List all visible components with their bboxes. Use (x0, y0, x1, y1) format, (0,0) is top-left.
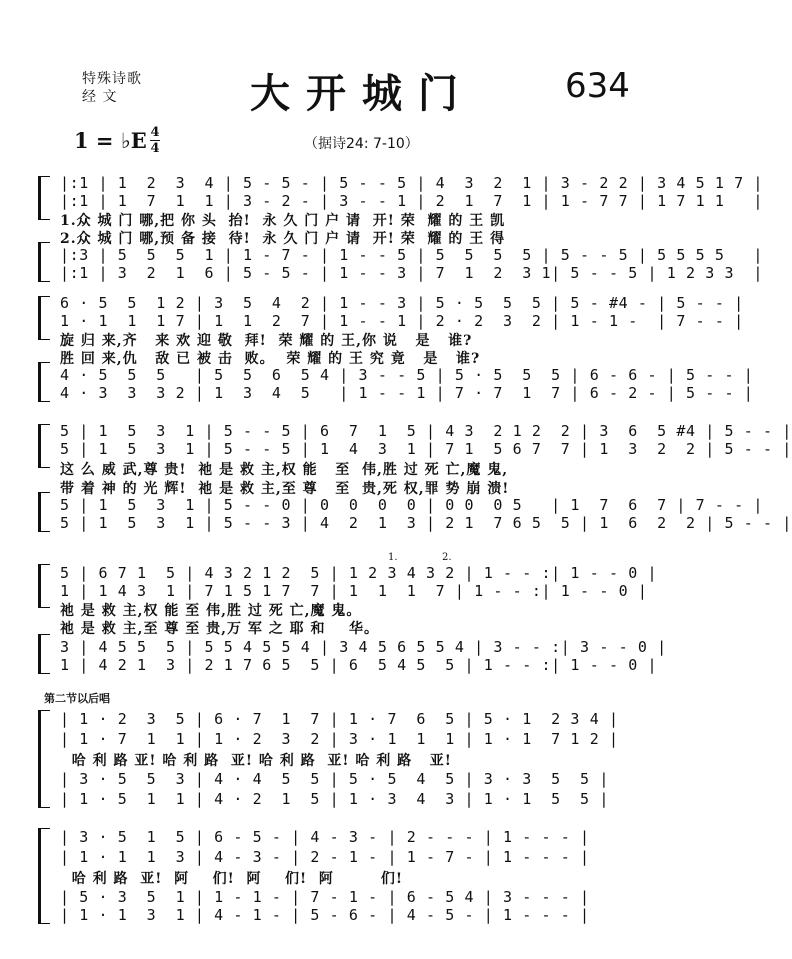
hymn-number: 634 (565, 66, 630, 106)
notation-line: 4 · 3 3 3 2 | 1 3 4 5 | 1 - - 1 | 7 · 7 1 7 | 6 - 2 - | 5 - - | (60, 384, 754, 402)
category-label (82, 70, 142, 106)
score-system-4 (38, 552, 667, 674)
key-signature: 1 = ♭E (74, 128, 147, 153)
staff-bracket (38, 362, 50, 402)
staff-bracket (38, 296, 50, 340)
notation-line: |:1 | 1 2 3 4 | 5 - 5 - | 5 - - 5 | 4 3 2 1 | 3 - 2 2 | 3 4 5 1 7 | (60, 174, 764, 192)
scripture-reference: （据诗24: 7-10） (304, 136, 419, 152)
score-system-1 (38, 172, 764, 282)
staff-bracket (38, 710, 50, 808)
notation-line: | 1 · 2 3 5 | 6 · 7 1 7 | 1 · 7 6 5 | 5 · 1 2 3 4 | (60, 710, 619, 728)
notation-line: | 1 · 1 1 3 | 4 - 3 - | 2 - 1 - | 1 - 7 - | 1 - - - | (60, 848, 590, 866)
staff-bracket (38, 564, 50, 608)
lyric-line: 哈 利 路 亚! 阿 们! 阿 们! 阿 们! (60, 871, 404, 887)
score-system-2 (38, 292, 754, 402)
lyric-line: 2.众 城 门 哪,预 备 接 待! 永 久 门 户 请 开! 荣 耀 的 王 得 (60, 231, 506, 247)
notation-line: 5 | 1 5 3 1 | 5 - - 5 | 1 4 3 1 | 7 1 5 6 7 7 | 1 3 2 2 | 5 - - | (60, 440, 792, 458)
staff-bracket (38, 424, 50, 468)
notation-line: |:3 | 5 5 5 1 | 1 - 7 - | 1 - - 5 | 5 5 5 5 | 5 - - 5 | 5 5 5 5 | (60, 246, 764, 264)
meter-bottom: 4 (150, 141, 160, 156)
notation-line: | 1 · 5 1 1 | 4 · 2 1 5 | 1 · 3 4 3 | 1 · 1 5 5 | (60, 790, 609, 808)
notation-line: | 3 · 5 1 5 | 6 - 5 - | 4 - 3 - | 2 - - - | 1 - - - | (60, 828, 590, 846)
lyric-line: 胜 回 来,仇 敌 已 被 击 败。 荣 耀 的 王 究 竟 是 谁? (60, 351, 481, 367)
time-signature (150, 126, 160, 155)
notation-line: 6 · 5 5 1 2 | 3 5 4 2 | 1 - - 3 | 5 · 5 5 5 | 5 - #4 - | 5 - - | (60, 294, 744, 312)
notation-line: | 5 · 3 5 1 | 1 - 1 - | 7 - 1 - | 6 - 5 4 | 3 - - - | (60, 888, 590, 906)
category-line-1: 特殊诗歌 (82, 71, 142, 87)
staff-bracket (38, 492, 50, 532)
meter-top: 4 (150, 125, 160, 140)
staff-bracket (38, 828, 50, 924)
notation-line: 4 · 5 5 5 | 5 5 6 5 4 | 3 - - 5 | 5 · 5 5 5 | 6 - 6 - | 5 - - | (60, 366, 754, 384)
ending-2-label: 2. (442, 552, 452, 563)
staff-bracket (38, 634, 50, 674)
notation-line: | 3 · 5 5 3 | 4 · 4 5 5 | 5 · 5 4 5 | 3 · 3 5 5 | (60, 770, 609, 788)
notation-line: 5 | 1 5 3 1 | 5 - - 5 | 6 7 1 5 | 4 3 2 1 2 2 | 3 6 5 #4 | 5 - - | (60, 422, 792, 440)
notation-line: |:1 | 1 7 1 1 | 3 - 2 - | 3 - - 1 | 2 1 7 1 | 1 - 7 7 | 1 7 1 1 | (60, 192, 764, 210)
lyric-line: 这 么 威 武,尊 贵! 祂 是 救 主,权 能 至 伟,胜 过 死 亡,魔 鬼, (60, 462, 509, 478)
notation-line: | 1 · 7 1 1 | 1 · 2 3 2 | 3 · 1 1 1 | 1 · 1 7 1 2 | (60, 730, 619, 748)
score-system-6 (38, 826, 638, 926)
notation-line: 5 | 1 5 3 1 | 5 - - 3 | 4 2 1 3 | 2 1 7 6 5 5 | 1 6 2 2 | 5 - - | (60, 514, 792, 532)
notation-line: 1 | 1 4 3 1 | 7 1 5 1 7 7 | 1 1 1 7 | 1 - - :| 1 - - 0 | (60, 582, 648, 600)
notation-line: 5 | 1 5 3 1 | 5 - - 0 | 0 0 0 0 | 0 0 0 5 | 1 7 6 7 | 7 - - | (60, 496, 764, 514)
lyric-line: 哈 利 路 亚! 哈 利 路 亚! 哈 利 路 亚! 哈 利 路 亚! (60, 753, 452, 769)
lyric-line: 祂 是 救 主,至 尊 至 贵,万 军 之 耶 和 华。 (60, 621, 379, 637)
section-label: 第二节以后唱 (44, 692, 110, 705)
lyric-line: 旋 归 来,齐 来 欢 迎 敬 拜! 荣 耀 的 王,你 说 是 谁? (60, 333, 473, 349)
lyric-line: 1.众 城 门 哪,把 你 头 抬! 永 久 门 户 请 开! 荣 耀 的 王 凯 (60, 213, 506, 229)
category-line-2: 经 文 (82, 89, 118, 105)
notation-line: 5 | 6 7 1 5 | 4 3 2 1 2 5 | 1 2 3 4 3 2 | 1 - - :| 1 - - 0 | (60, 564, 658, 582)
staff-bracket (38, 242, 50, 282)
notation-line: 1 | 4 2 1 3 | 2 1 7 6 5 5 | 6 5 4 5 5 | 1 - - :| 1 - - 0 | (60, 656, 658, 674)
lyric-line: 带 着 神 的 光 辉! 祂 是 救 主,至 尊 至 贵,死 权,罪 势 崩 溃! (60, 481, 510, 497)
hymn-title: 大开城门 (250, 71, 474, 117)
score-system-5 (38, 708, 638, 808)
lyric-line: 祂 是 救 主,权 能 至 伟,胜 过 死 亡,魔 鬼。 (60, 603, 362, 619)
score-system-3 (38, 420, 792, 532)
notation-line: 1 · 1 1 1 7 | 1 1 2 7 | 1 - - 1 | 2 · 2 3 2 | 1 - 1 - | 7 - - | (60, 312, 744, 330)
staff-bracket (38, 176, 50, 220)
notation-line: 3 | 4 5 5 5 | 5 5 4 5 5 4 | 3 4 5 6 5 5 4 | 3 - - :| 3 - - 0 | (60, 638, 667, 656)
notation-line: | 1 · 1 3 1 | 4 - 1 - | 5 - 6 - | 4 - 5 - | 1 - - - | (60, 906, 590, 924)
ending-1-label: 1. (388, 552, 398, 563)
notation-line: |:1 | 3 2 1 6 | 5 - 5 - | 1 - - 3 | 7 1 2 3 1| 5 - - 5 | 1 2 3 3 | (60, 264, 764, 282)
